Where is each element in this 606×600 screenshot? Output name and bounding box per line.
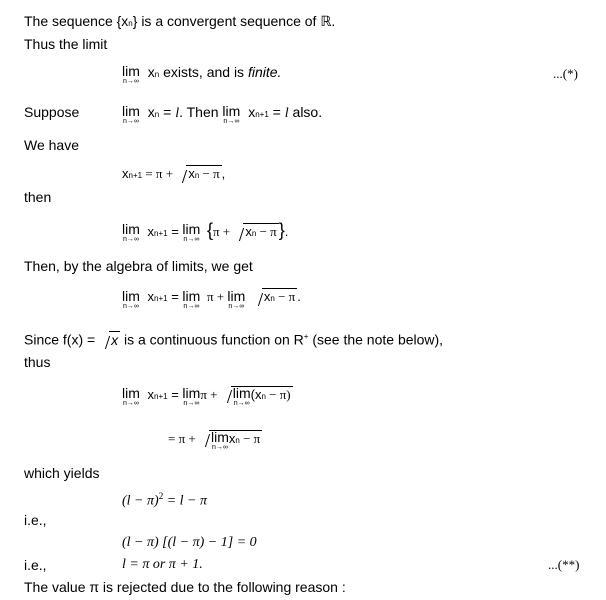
limit-equation-2 [122, 289, 301, 311]
limit-equation-4 [168, 430, 262, 452]
rejection-reason: The value π is rejected due to the following reason : [24, 579, 346, 595]
open-brace: { [206, 220, 213, 240]
subscript: n [128, 19, 133, 28]
statement-text: } is a convergent sequence of [132, 13, 321, 29]
lim-text: lim [222, 103, 241, 119]
variable-l: l [175, 106, 180, 121]
lim-subscript: n→∞ [123, 400, 139, 407]
limit-operator [122, 222, 140, 244]
statement-text: also. [288, 104, 323, 120]
limit-operator [122, 386, 140, 408]
superscript: 2 [158, 491, 164, 501]
equals-sign: = [167, 224, 183, 239]
sqrt-symbol [221, 386, 293, 408]
sqrt-symbol [176, 166, 221, 184]
equation-text: π + [212, 224, 234, 239]
superscript: + [303, 332, 309, 341]
lim-text: lim [122, 103, 140, 119]
equation-text: = π + [142, 166, 177, 181]
factored-equation: (l − π) [(l − π) − 1] = 0 [122, 535, 257, 550]
variable-x: x [122, 166, 129, 181]
lim-subscript: n→∞ [183, 303, 200, 310]
continuity-statement [24, 329, 443, 348]
thus-label: thus [24, 354, 51, 370]
lim-text: lim [210, 429, 229, 445]
subscript: n [270, 294, 275, 303]
lim-subscript: n→∞ [123, 303, 139, 310]
lim-text: lim [122, 63, 140, 79]
lim-text: lim [232, 385, 251, 401]
equals-sign: = [167, 289, 183, 304]
lim-subscript: n→∞ [223, 118, 240, 125]
lim-subscript: n→∞ [183, 236, 200, 243]
variable-x: x [147, 224, 155, 239]
suppose-equation [122, 104, 322, 126]
lim-text: lim [182, 221, 201, 237]
limit-equation-3 [122, 386, 293, 408]
equation-tag-2: ...(**) [548, 557, 580, 572]
lim-subscript: n→∞ [183, 400, 200, 407]
finite-word: finite. [247, 64, 282, 80]
subscript: n+1 [154, 294, 168, 303]
equation-text: (l − π) [122, 493, 159, 509]
variable-x: x [147, 64, 155, 80]
lim-text: lim [182, 288, 201, 304]
limit-operator [122, 64, 140, 86]
equals-sign: = [167, 387, 183, 402]
limit-operator [233, 386, 251, 408]
variable-x: x [248, 104, 256, 120]
lim-text: lim [122, 221, 140, 237]
limit-operator [122, 104, 140, 126]
quadratic-equation [122, 488, 207, 510]
subscript: n+1 [128, 171, 143, 180]
thus-the-limit: Thus the limit [24, 36, 108, 52]
which-yields: which yields [24, 465, 100, 481]
statement-text: The sequence {x [24, 13, 129, 29]
statement-text: (see the note below), [308, 331, 444, 348]
variable-x: x [245, 224, 252, 239]
equation-text: − π [199, 166, 220, 181]
subscript: n+1 [154, 392, 168, 401]
sequence-statement [24, 13, 335, 32]
subscript: n+1 [154, 229, 168, 238]
statement-text: Since f(x) = [24, 331, 100, 348]
equation-text: − π [274, 289, 296, 304]
suppose-label: Suppose [24, 104, 80, 120]
we-have: We have [24, 137, 79, 153]
period: . [331, 13, 336, 29]
statement-text: exists, and is [159, 64, 248, 80]
subscript: n [154, 70, 160, 79]
sqrt-symbol [233, 224, 278, 242]
subscript: n [261, 392, 266, 401]
variable-x: x [263, 289, 271, 304]
sqrt-symbol [199, 430, 262, 452]
equation-text: π + [200, 387, 221, 402]
variable-x: x [188, 166, 195, 181]
lim-text: lim [122, 288, 140, 304]
equation-tag-1: ...(*) [553, 66, 578, 81]
sqrt-symbol [99, 332, 120, 348]
variable-x: x [228, 431, 236, 446]
subscript: n [194, 171, 200, 180]
lim-text: lim [122, 385, 140, 401]
lim-subscript: n→∞ [123, 118, 139, 125]
variable-x: x [111, 331, 119, 348]
solution-equation: l = π or π + 1. [122, 557, 203, 572]
equals-sign: = [159, 104, 176, 120]
variable-l: l [284, 106, 289, 121]
equals-sign: = [268, 104, 285, 120]
limit-operator [222, 104, 240, 126]
lim-subscript: n→∞ [228, 303, 245, 310]
lim-text: lim [182, 385, 201, 401]
lim-subscript: n→∞ [123, 236, 139, 243]
subscript: n+1 [255, 110, 269, 119]
equation-text: = π + [168, 431, 199, 446]
period: . [284, 224, 289, 239]
comma: , [221, 166, 226, 181]
ie-label-1: i.e., [24, 512, 47, 528]
subscript: n [235, 436, 240, 445]
equation-text: − π) [265, 387, 291, 402]
lim-subscript: n→∞ [123, 78, 139, 85]
limit-operator [182, 222, 200, 244]
equation-text: π + [206, 289, 228, 304]
variable-x: x [147, 387, 155, 402]
limit-equation-1 [122, 222, 288, 244]
variable-x: x [147, 289, 155, 304]
limit-operator [182, 289, 200, 311]
period: . [297, 289, 301, 304]
algebra-of-limits-text: Then, by the algebra of limits, we get [24, 258, 253, 274]
limit-operator [227, 289, 245, 311]
subscript: n [154, 110, 160, 119]
lim-subscript: n→∞ [211, 444, 228, 451]
then-label: then [24, 189, 52, 205]
close-brace: } [278, 220, 285, 240]
equation-text: − π [239, 431, 261, 446]
subscript: n [251, 229, 257, 238]
real-numbers-symbol: ℝ [320, 15, 332, 30]
limit-operator [122, 289, 140, 311]
lim-text: lim [227, 288, 246, 304]
statement-text: . Then [179, 104, 223, 120]
statement-text: is a continuous function on R [120, 331, 304, 348]
limit-operator [211, 430, 229, 452]
ie-label-2: i.e., [24, 557, 47, 573]
equation-text: − π [256, 224, 277, 239]
equation-text: = l − π [163, 493, 207, 509]
sqrt-symbol [252, 289, 297, 307]
equation-text: (x [250, 387, 262, 402]
recurrence-equation [122, 166, 225, 184]
lim-subscript: n→∞ [233, 400, 250, 407]
limit-operator [182, 386, 200, 408]
variable-x: x [147, 104, 155, 120]
limit-exists-line [122, 64, 281, 86]
